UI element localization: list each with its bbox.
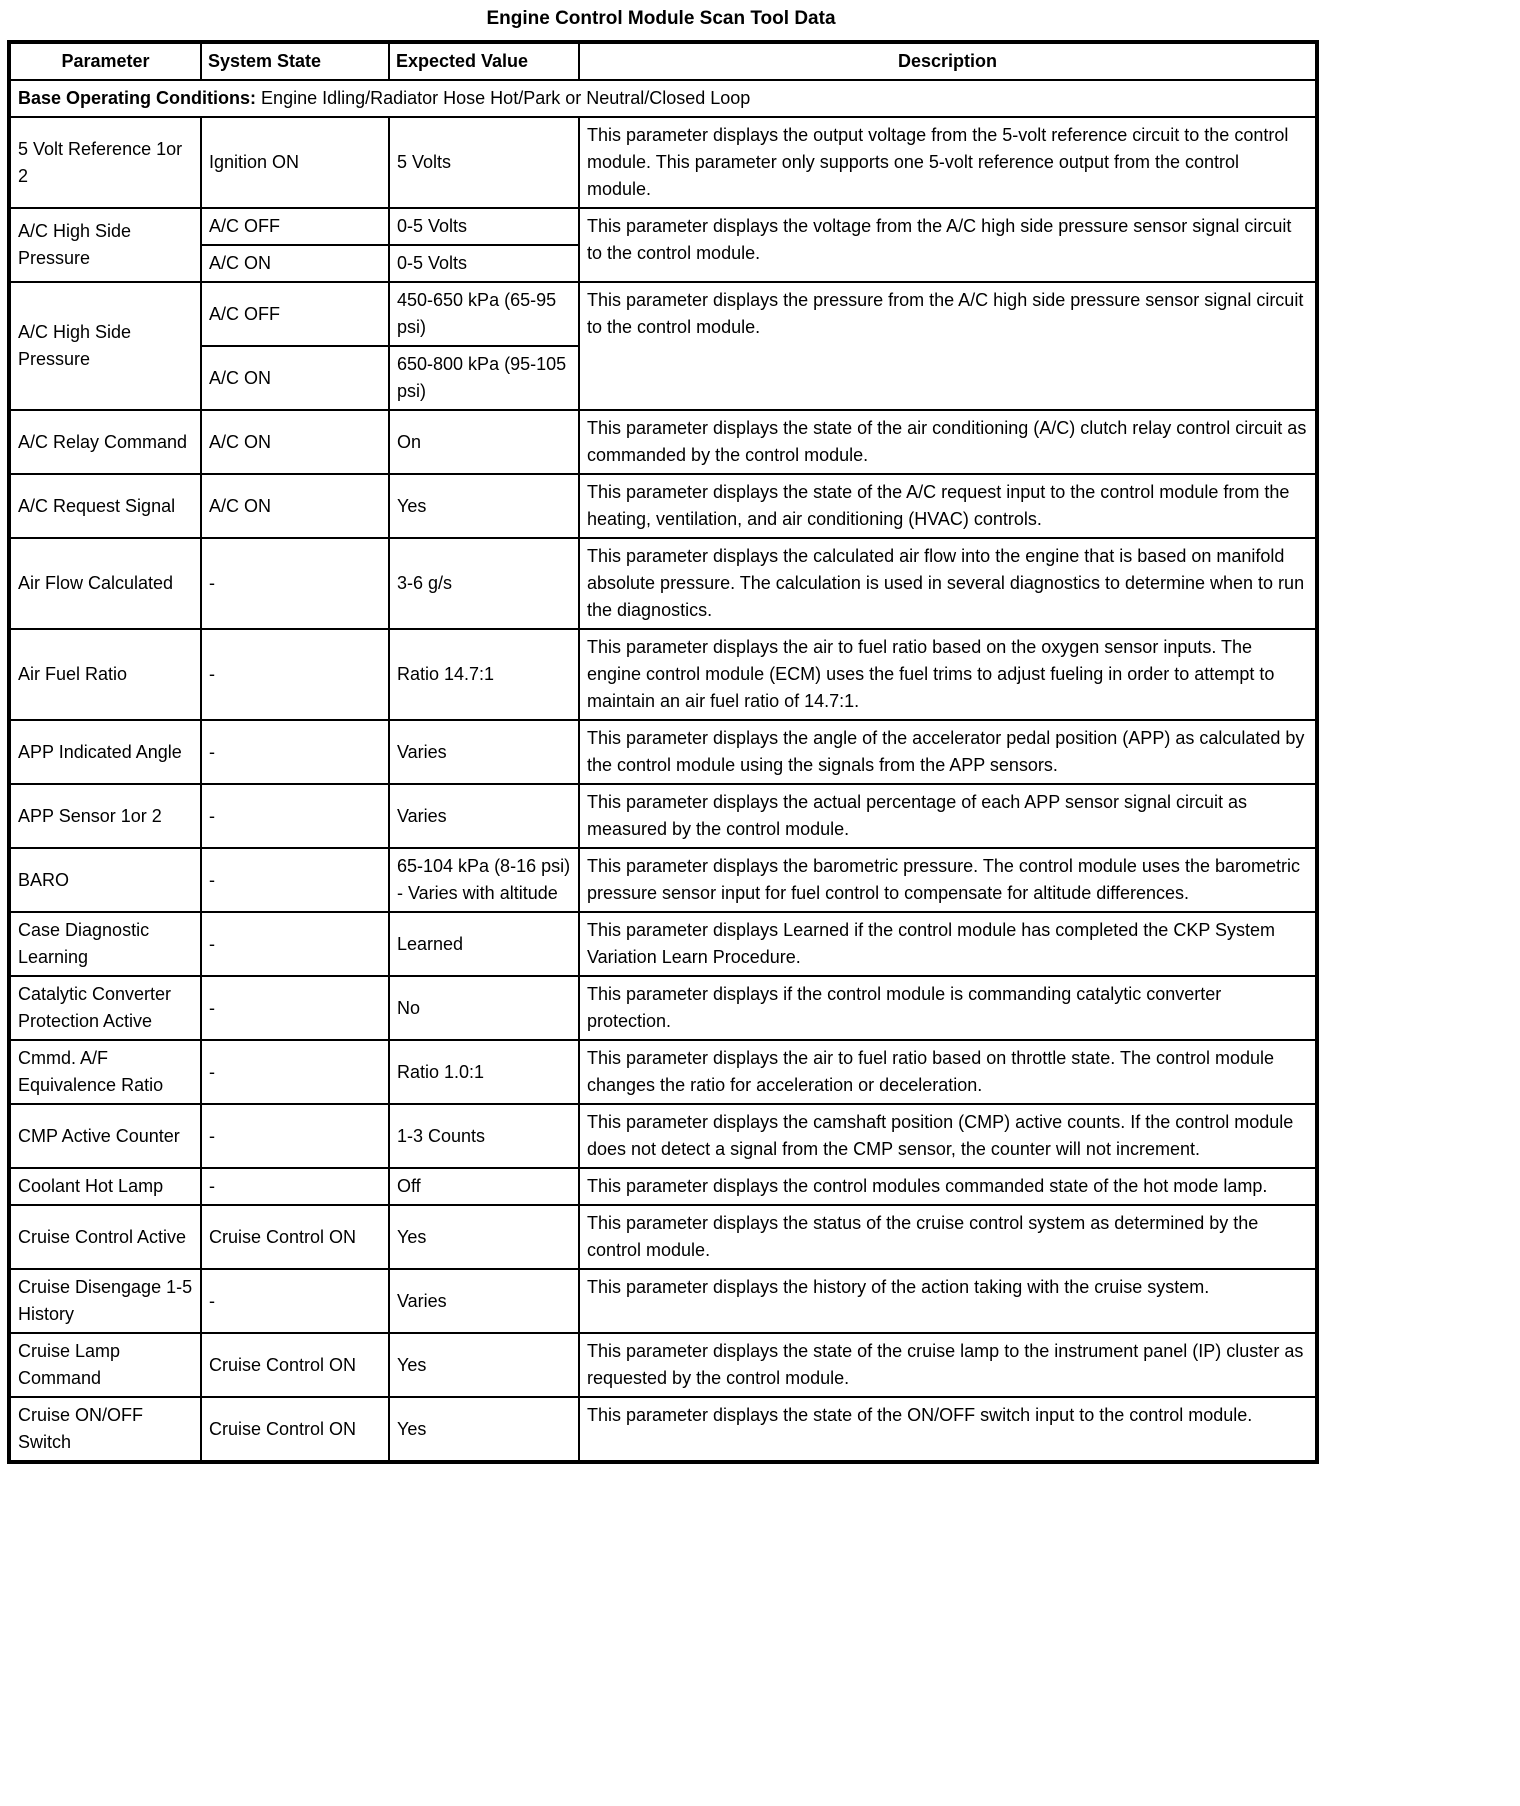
value-cell: Ratio 1.0:1	[389, 1040, 579, 1104]
parameter-cell: Cruise ON/OFF Switch	[9, 1397, 201, 1462]
parameter-cell: Cruise Control Active	[9, 1205, 201, 1269]
description-cell: This parameter displays Learned if the control module has completed the CKP System Variation Learn Procedure.	[579, 912, 1317, 976]
state-cell: -	[201, 629, 389, 720]
parameter-cell: Air Fuel Ratio	[9, 629, 201, 720]
value-cell: 1-3 Counts	[389, 1104, 579, 1168]
parameter-cell: Cruise Lamp Command	[9, 1333, 201, 1397]
parameter-cell: APP Sensor 1or 2	[9, 784, 201, 848]
description-cell: This parameter displays if the control module is commanding catalytic converter protection.	[579, 976, 1317, 1040]
header-system-state: System State	[201, 42, 389, 80]
state-cell: A/C ON	[201, 245, 389, 282]
table-row	[9, 282, 1317, 346]
state-cell: Cruise Control ON	[201, 1333, 389, 1397]
value-cell: 0-5 Volts	[389, 245, 579, 282]
state-cell: -	[201, 1104, 389, 1168]
base-conditions-text: Engine Idling/Radiator Hose Hot/Park or Neutral/Closed Loop	[261, 88, 751, 108]
table-row	[9, 1168, 1317, 1205]
description-cell: This parameter displays the history of the action taking with the cruise system.	[579, 1269, 1317, 1333]
base-conditions-row	[9, 80, 1317, 117]
state-cell: A/C OFF	[201, 282, 389, 346]
state-cell: -	[201, 720, 389, 784]
description-cell: This parameter displays the state of the cruise lamp to the instrument panel (IP) cluster as requested by the control module.	[579, 1333, 1317, 1397]
table-row	[9, 784, 1317, 848]
value-cell: Varies	[389, 784, 579, 848]
state-cell: A/C ON	[201, 410, 389, 474]
description-cell: This parameter displays the angle of the accelerator pedal position (APP) as calculated by the control module using the signals from the APP sensors.	[579, 720, 1317, 784]
scan-tool-data-table	[7, 40, 1319, 1464]
value-cell: 0-5 Volts	[389, 208, 579, 245]
table-row	[9, 474, 1317, 538]
parameter-cell: Catalytic Converter Protection Active	[9, 976, 201, 1040]
parameter-cell: Cruise Disengage 1-5 History	[9, 1269, 201, 1333]
description-cell: This parameter displays the pressure from the A/C high side pressure sensor signal circuit to the control module.	[579, 282, 1317, 410]
header-description: Description	[579, 42, 1317, 80]
description-cell: This parameter displays the state of the A/C request input to the control module from the heating, ventilation, and air conditioning (HVAC) controls.	[579, 474, 1317, 538]
parameter-cell: A/C Relay Command	[9, 410, 201, 474]
description-cell: This parameter displays the air to fuel ratio based on throttle state. The control module changes the ratio for acceleration or deceleration.	[579, 1040, 1317, 1104]
header-expected-value: Expected Value	[389, 42, 579, 80]
header-parameter: Parameter	[9, 42, 201, 80]
value-cell: Yes	[389, 1333, 579, 1397]
base-conditions-cell	[9, 80, 1317, 117]
value-cell: Off	[389, 1168, 579, 1205]
table-row	[9, 848, 1317, 912]
state-cell: Cruise Control ON	[201, 1205, 389, 1269]
table-row	[9, 629, 1317, 720]
description-cell: This parameter displays the actual percentage of each APP sensor signal circuit as measured by the control module.	[579, 784, 1317, 848]
parameter-cell: A/C Request Signal	[9, 474, 201, 538]
parameter-cell: BARO	[9, 848, 201, 912]
state-cell: -	[201, 538, 389, 629]
header-row	[9, 42, 1317, 80]
table-row	[9, 1040, 1317, 1104]
value-cell: 65-104 kPa (8-16 psi) - Varies with altitude	[389, 848, 579, 912]
state-cell: -	[201, 912, 389, 976]
base-conditions-label: Base Operating Conditions:	[18, 88, 257, 108]
table-row	[9, 1397, 1317, 1462]
table-row	[9, 1205, 1317, 1269]
parameter-cell: APP Indicated Angle	[9, 720, 201, 784]
table-row	[9, 1269, 1317, 1333]
value-cell: No	[389, 976, 579, 1040]
description-cell: This parameter displays the camshaft position (CMP) active counts. If the control module does not detect a signal from the CMP sensor, the counter will not increment.	[579, 1104, 1317, 1168]
state-cell: -	[201, 1168, 389, 1205]
parameter-cell: A/C High Side Pressure	[9, 282, 201, 410]
value-cell: 450-650 kPa (65-95 psi)	[389, 282, 579, 346]
value-cell: Yes	[389, 1397, 579, 1462]
value-cell: Varies	[389, 1269, 579, 1333]
description-cell: This parameter displays the output voltage from the 5-volt reference circuit to the control module. This parameter only supports one 5-volt reference output from the control module.	[579, 117, 1317, 208]
state-cell: Ignition ON	[201, 117, 389, 208]
value-cell: Yes	[389, 474, 579, 538]
value-cell: 650-800 kPa (95-105 psi)	[389, 346, 579, 410]
value-cell: Ratio 14.7:1	[389, 629, 579, 720]
description-cell: This parameter displays the state of the air conditioning (A/C) clutch relay control circuit as commanded by the control module.	[579, 410, 1317, 474]
value-cell: Yes	[389, 1205, 579, 1269]
state-cell: Cruise Control ON	[201, 1397, 389, 1462]
table-row	[9, 720, 1317, 784]
value-cell: 3-6 g/s	[389, 538, 579, 629]
table-row	[9, 208, 1317, 245]
description-cell: This parameter displays the calculated air flow into the engine that is based on manifold absolute pressure. The calculation is used in several diagnostics to determine when to run the diagnostics.	[579, 538, 1317, 629]
state-cell: -	[201, 1040, 389, 1104]
table-row	[9, 1333, 1317, 1397]
description-cell: This parameter displays the control modules commanded state of the hot mode lamp.	[579, 1168, 1317, 1205]
table-row	[9, 117, 1317, 208]
parameter-cell: Air Flow Calculated	[9, 538, 201, 629]
description-cell: This parameter displays the air to fuel ratio based on the oxygen sensor inputs. The engine control module (ECM) uses the fuel trims to adjust fueling in order to attempt to maintain an air fuel ratio of 14.7:1.	[579, 629, 1317, 720]
parameter-cell: Coolant Hot Lamp	[9, 1168, 201, 1205]
table-row	[9, 538, 1317, 629]
table-row	[9, 410, 1317, 474]
table-row	[9, 912, 1317, 976]
state-cell: -	[201, 784, 389, 848]
table-row	[9, 976, 1317, 1040]
page-title: Engine Control Module Scan Tool Data	[486, 8, 836, 29]
description-cell: This parameter displays the status of the cruise control system as determined by the control module.	[579, 1205, 1317, 1269]
description-cell: This parameter displays the state of the ON/OFF switch input to the control module.	[579, 1397, 1317, 1462]
parameter-cell: Case Diagnostic Learning	[9, 912, 201, 976]
parameter-cell: A/C High Side Pressure	[9, 208, 201, 282]
value-cell: Learned	[389, 912, 579, 976]
state-cell: -	[201, 848, 389, 912]
state-cell: A/C ON	[201, 474, 389, 538]
table-body	[9, 117, 1317, 1462]
description-cell: This parameter displays the barometric pressure. The control module uses the barometric pressure sensor input for fuel control to compensate for altitude differences.	[579, 848, 1317, 912]
value-cell: 5 Volts	[389, 117, 579, 208]
parameter-cell: CMP Active Counter	[9, 1104, 201, 1168]
parameter-cell: 5 Volt Reference 1or 2	[9, 117, 201, 208]
state-cell: -	[201, 976, 389, 1040]
parameter-cell: Cmmd. A/F Equivalence Ratio	[9, 1040, 201, 1104]
value-cell: On	[389, 410, 579, 474]
value-cell: Varies	[389, 720, 579, 784]
state-cell: -	[201, 1269, 389, 1333]
state-cell: A/C ON	[201, 346, 389, 410]
state-cell: A/C OFF	[201, 208, 389, 245]
description-cell: This parameter displays the voltage from the A/C high side pressure sensor signal circuit to the control module.	[579, 208, 1317, 282]
table-row	[9, 1104, 1317, 1168]
